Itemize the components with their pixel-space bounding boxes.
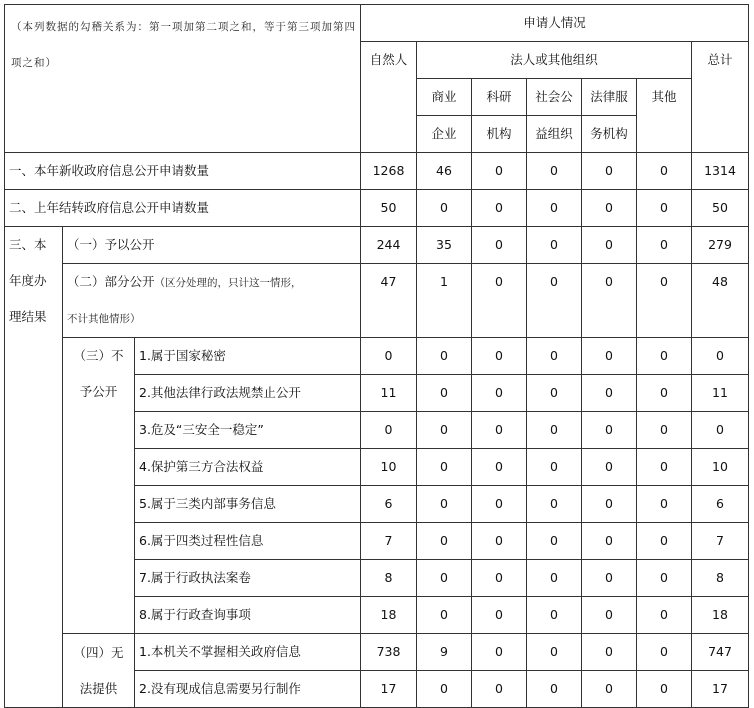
cell: 0 — [637, 449, 692, 486]
cell: 0 — [527, 634, 582, 671]
cell: 0 — [582, 671, 637, 708]
cell: 0 — [582, 190, 637, 227]
cell: 0 — [361, 412, 417, 449]
cell: 0 — [527, 375, 582, 412]
cell: 7 — [361, 523, 417, 560]
sub-4-line: 法提供 — [79, 680, 118, 696]
cell: 0 — [417, 449, 472, 486]
cell: 0 — [472, 560, 527, 597]
cell: 0 — [527, 264, 582, 338]
row-label: 2.没有现成信息需要另行制作 — [135, 671, 361, 708]
row-label: 4.保护第三方合法权益 — [135, 449, 361, 486]
cell: 279 — [692, 227, 749, 264]
cell: 17 — [692, 671, 749, 708]
group-3-label — [5, 227, 63, 708]
cell: 10 — [361, 449, 417, 486]
cell: 0 — [692, 412, 749, 449]
cell: 0 — [527, 227, 582, 264]
cell: 8 — [692, 560, 749, 597]
cell: 0 — [637, 190, 692, 227]
row-label: 7.属于行政执法案卷 — [135, 560, 361, 597]
cell: 0 — [417, 375, 472, 412]
cell: 0 — [582, 486, 637, 523]
disclosure-table — [4, 4, 749, 708]
cell: 47 — [361, 264, 417, 338]
cell: 0 — [417, 597, 472, 634]
cell: 0 — [472, 227, 527, 264]
table-row — [5, 227, 749, 264]
table-row — [5, 634, 749, 671]
group-3-line: 三、本 — [9, 237, 47, 252]
row-label: 2.其他法律行政法规禁止公开 — [135, 375, 361, 412]
table-row — [5, 190, 749, 227]
col-public-welfare: 社会公 — [527, 79, 582, 116]
row-label: 一、本年新收政府信息公开申请数量 — [5, 153, 361, 190]
cell: 747 — [692, 634, 749, 671]
sub-3-line: 予公开 — [79, 384, 118, 399]
row-label: （一）予以公开 — [63, 227, 361, 264]
sub-4-line: （四）无 — [73, 644, 124, 660]
cell: 0 — [527, 449, 582, 486]
org-header: 法人或其他组织 — [417, 42, 692, 79]
cell: 0 — [417, 486, 472, 523]
cell: 0 — [417, 560, 472, 597]
cell: 0 — [472, 375, 527, 412]
col-research-2: 机构 — [472, 116, 527, 153]
cell: 0 — [582, 560, 637, 597]
cell: 0 — [417, 671, 472, 708]
cell: 0 — [527, 523, 582, 560]
cell: 0 — [637, 153, 692, 190]
cell: 0 — [472, 671, 527, 708]
cell: 0 — [637, 597, 692, 634]
cell: 50 — [692, 190, 749, 227]
cell: 0 — [582, 153, 637, 190]
cell: 17 — [361, 671, 417, 708]
cell: 738 — [361, 634, 417, 671]
cell: 0 — [637, 486, 692, 523]
cell: 0 — [582, 597, 637, 634]
cell: 11 — [361, 375, 417, 412]
cell: 0 — [637, 375, 692, 412]
cell: 0 — [472, 264, 527, 338]
cell: 0 — [472, 153, 527, 190]
cell: 0 — [637, 634, 692, 671]
cell: 0 — [637, 264, 692, 338]
row-label: 3.危及“三安全一稳定” — [135, 412, 361, 449]
col-legal-service-2: 务机构 — [582, 116, 637, 153]
table-row — [5, 338, 749, 375]
col-business-2: 企业 — [417, 116, 472, 153]
cell: 0 — [417, 338, 472, 375]
table-row — [5, 153, 749, 190]
cell: 0 — [472, 449, 527, 486]
cell: 0 — [582, 449, 637, 486]
cell: 0 — [361, 338, 417, 375]
cell: 244 — [361, 227, 417, 264]
cell: 0 — [582, 338, 637, 375]
cell: 0 — [527, 338, 582, 375]
cell: 0 — [472, 486, 527, 523]
row-label: 5.属于三类内部事务信息 — [135, 486, 361, 523]
cell: 48 — [692, 264, 749, 338]
cell: 10 — [692, 449, 749, 486]
cell: 8 — [361, 560, 417, 597]
cell: 0 — [527, 412, 582, 449]
cell: 0 — [637, 338, 692, 375]
cell: 0 — [637, 560, 692, 597]
cell: 0 — [472, 523, 527, 560]
cell: 0 — [527, 597, 582, 634]
row-label — [63, 264, 361, 338]
table-row — [5, 264, 749, 338]
cell: 0 — [527, 671, 582, 708]
cell: 0 — [417, 412, 472, 449]
total-header: 总计 — [692, 42, 749, 153]
cell: 7 — [692, 523, 749, 560]
cell: 35 — [417, 227, 472, 264]
cell: 0 — [527, 560, 582, 597]
group-3-line: 年度办 — [9, 273, 47, 288]
sub-3-label — [63, 338, 135, 634]
cell: 0 — [637, 523, 692, 560]
cell: 50 — [361, 190, 417, 227]
cell: 0 — [692, 338, 749, 375]
col-legal-service: 法律服 — [582, 79, 637, 116]
cell: 9 — [417, 634, 472, 671]
cell: 0 — [527, 190, 582, 227]
cell: 1268 — [361, 153, 417, 190]
col-other: 其他 — [637, 79, 692, 153]
natural-person-header: 自然人 — [361, 42, 417, 153]
row-label-note: 不计其他情形） — [67, 313, 141, 325]
cell: 0 — [582, 227, 637, 264]
col-research: 科研 — [472, 79, 527, 116]
cell: 0 — [582, 634, 637, 671]
row-label: 8.属于行政查询事项 — [135, 597, 361, 634]
cell: 0 — [582, 264, 637, 338]
row-label: 1.本机关不掌握相关政府信息 — [135, 634, 361, 671]
cell: 0 — [527, 486, 582, 523]
sub-4-label — [63, 634, 135, 708]
applicant-header: 申请人情况 — [361, 5, 749, 42]
cell: 0 — [472, 190, 527, 227]
cell: 0 — [527, 153, 582, 190]
cell: 1 — [417, 264, 472, 338]
cell: 0 — [417, 523, 472, 560]
cell: 0 — [637, 671, 692, 708]
cell: 46 — [417, 153, 472, 190]
cell: 18 — [692, 597, 749, 634]
cell: 0 — [472, 634, 527, 671]
cell: 6 — [692, 486, 749, 523]
row-label-main: （二）部分公开 — [67, 274, 155, 289]
group-3-line: 理结果 — [9, 309, 47, 324]
header-note: （本列数据的勾稽关系为：第一项加第二项之和，等于第三项加第四项之和） — [5, 5, 361, 153]
row-label: 6.属于四类过程性信息 — [135, 523, 361, 560]
cell: 0 — [637, 412, 692, 449]
col-public-welfare-2: 益组织 — [527, 116, 582, 153]
cell: 0 — [582, 375, 637, 412]
cell: 6 — [361, 486, 417, 523]
cell: 0 — [582, 523, 637, 560]
row-label: 二、上年结转政府信息公开申请数量 — [5, 190, 361, 227]
cell: 0 — [472, 412, 527, 449]
row-label: 1.属于国家秘密 — [135, 338, 361, 375]
cell: 0 — [472, 338, 527, 375]
cell: 0 — [472, 597, 527, 634]
sub-3-line: （三）不 — [73, 348, 124, 363]
cell: 1314 — [692, 153, 749, 190]
col-business: 商业 — [417, 79, 472, 116]
cell: 11 — [692, 375, 749, 412]
cell: 0 — [637, 227, 692, 264]
cell: 0 — [582, 412, 637, 449]
cell: 0 — [417, 190, 472, 227]
cell: 18 — [361, 597, 417, 634]
row-label-note: （区分处理的，只计这一情形， — [154, 277, 302, 289]
